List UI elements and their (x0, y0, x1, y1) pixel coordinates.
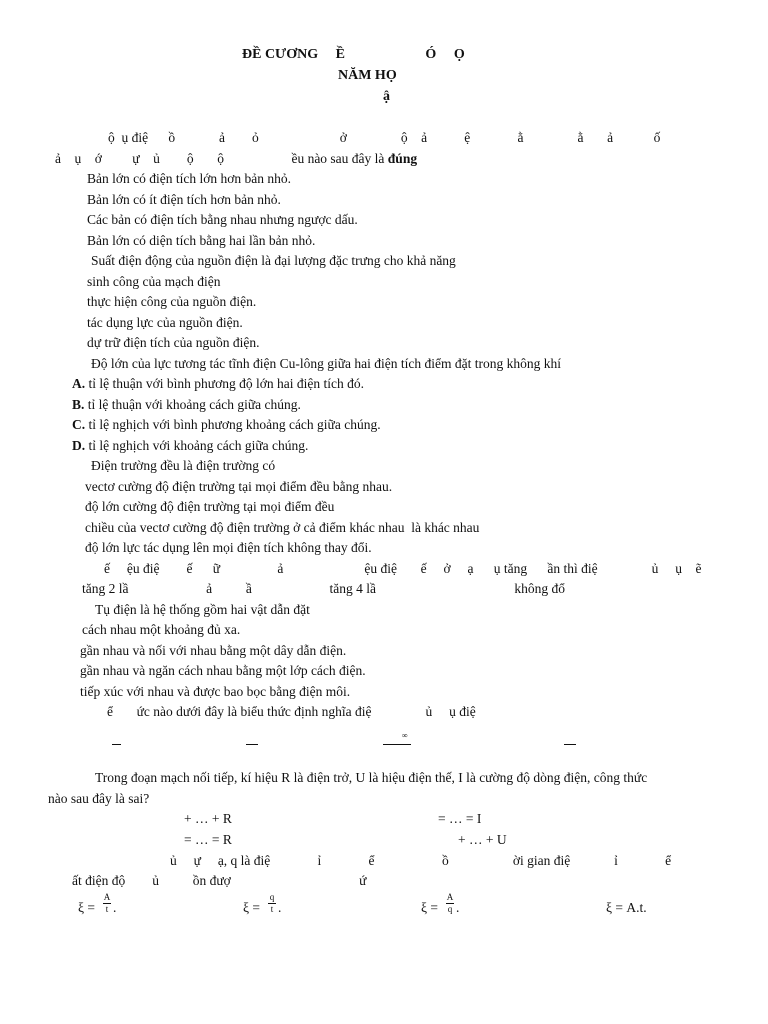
q9-answer-c-numerator: A (446, 892, 454, 902)
q6-option-c: gần nhau và ngăn cách nhau bằng một lớp cách điện. (80, 663, 366, 678)
q1-stem-line1: ộ ụ điệ ồ ả ỏ ở ộ ả ệ ằ ằ ả ố (108, 130, 661, 145)
q9-stem-line2: ất điện độ ủ ồn đượ ứ (72, 873, 367, 888)
q7-option-a-fraction-bar (112, 744, 121, 745)
q2-option-c: tác dụng lực của nguồn điện. (87, 315, 243, 330)
q8-formula-c: = … = R (184, 832, 232, 847)
q3-option-d-letter: D. (72, 438, 86, 453)
q9-answer-b-numerator: q (269, 892, 275, 902)
q3-option-c (72, 417, 381, 433)
q7-option-b-fraction-bar (246, 744, 258, 745)
q9-answer-c-lhs: ξ = (421, 900, 442, 915)
q1-option-c: Các bản có điện tích bằng nhau nhưng ngược dấu. (87, 212, 358, 227)
q9-answer-c-tail: . (456, 900, 460, 915)
q9-answer-c-fraction (446, 893, 454, 914)
q6-option-b: gần nhau và nối với nhau bằng một dây dẫn điện. (80, 643, 347, 658)
q9-answer-a-lhs: ξ = (78, 900, 99, 915)
q8-stem-line2: nào sau đây là sai? (48, 791, 150, 806)
q3-option-d-text: tỉ lệ nghịch với khoảng cách giữa chúng. (85, 438, 309, 453)
q8-formula-d: + … + U (458, 832, 507, 847)
q8-formula-b: = … = I (438, 811, 482, 826)
q1-option-b: Bản lớn có ít điện tích hơn bản nhỏ. (87, 192, 281, 207)
q3-option-c-text: tỉ lệ nghịch với bình phương khoảng cách giữa chúng. (85, 417, 381, 432)
q7-option-c-fraction-bar (383, 744, 411, 745)
q9-answer-a-numerator: A (103, 892, 111, 902)
q9-answer-b-denominator: t (270, 904, 274, 914)
q3-option-d (72, 438, 308, 454)
q1-option-a: Bản lớn có điện tích lớn hơn bản nhỏ. (87, 171, 292, 186)
q4-option-c: chiều của vectơ cường độ điện trường ở cả điểm khác nhau là khác nhau (85, 520, 480, 535)
q3-option-c-letter: C. (72, 417, 86, 432)
q6-option-a: cách nhau một khoảng đủ xa. (82, 622, 241, 637)
q8-stem-line1: Trong đoạn mạch nối tiếp, kí hiệu R là điện trở, U là hiệu điện thế, I là cường độ dòng điện, công thức (95, 770, 648, 785)
q9-answer-b-tail: . (278, 900, 282, 915)
q7-option-c-mark: ∞ (402, 731, 408, 740)
q8-formula-a: + … + R (184, 811, 232, 826)
q3-option-a (72, 376, 364, 392)
q5-stem-line1: ế ệu điệ ế ữ ả ệu điệ ế ở ạ ụ tăng ần thì điệ ủ ụ ẽ (104, 561, 702, 576)
q3-stem: Độ lớn của lực tương tác tĩnh điện Cu-lông giữa hai điện tích điểm đặt trong không khí (91, 356, 562, 371)
q9-answer-b-lhs: ξ = (243, 900, 264, 915)
q9-answer-c-denominator: q (447, 904, 453, 914)
q3-option-a-letter: A. (72, 376, 86, 391)
q3-option-b-text: tỉ lệ thuận với khoảng cách giữa chúng. (84, 397, 301, 412)
q1-stem-text: ả ụ ớ ự ủ ộ ộ ều nào sau đây là (55, 151, 388, 166)
q6-option-d: tiếp xúc với nhau và được bao bọc bằng điện môi. (80, 684, 351, 699)
q4-option-b: độ lớn cường độ điện trường tại mọi điểm đều (85, 499, 335, 514)
q9-answer-a-fraction (103, 893, 111, 914)
q4-option-d: độ lớn lực tác dụng lên mọi điện tích không thay đổi. (85, 540, 372, 555)
q1-option-d: Bản lớn có diện tích bằng hai lần bản nhỏ. (87, 233, 316, 248)
q4-stem: Điện trường đều là điện trường có (91, 458, 276, 473)
q7-stem: ể ức nào dưới đây là biểu thức định nghĩa điệ ủ ụ điệ (107, 704, 476, 719)
q9-answer-d: ξ = A.t. (606, 900, 647, 915)
q1-stem-line2 (55, 151, 417, 167)
q3-option-b-letter: B. (72, 397, 85, 412)
q3-option-b (72, 397, 301, 413)
q2-option-b: thực hiện công của nguồn điện. (87, 294, 257, 309)
q5-stem-line2: tăng 2 lầ ả ầ tăng 4 lầ không đổ (82, 581, 565, 596)
q9-answer-b-fraction (268, 893, 276, 914)
q9-answer-a-denominator: t (105, 904, 109, 914)
q3-option-a-text: tỉ lệ thuận với bình phương độ lớn hai điện tích đó. (85, 376, 364, 391)
q7-option-d-fraction-bar (564, 744, 576, 745)
q1-stem-bold: đúng (387, 151, 418, 166)
q2-option-d: dự trữ điện tích của nguồn điện. (87, 335, 260, 350)
q4-option-a: vectơ cường độ điện trường tại mọi điểm đều bằng nhau. (85, 479, 393, 494)
q9-answer-a-tail: . (113, 900, 117, 915)
doc-title-line2: NĂM HỌ (338, 68, 397, 83)
doc-title-line1: ĐỀ CƯƠNG Ề Ó Ọ (242, 47, 465, 62)
q2-option-a: sinh công của mạch điện (87, 274, 221, 289)
doc-title-line3: ậ (383, 89, 390, 104)
q2-stem: Suất điện động của nguồn điện là đại lượng đặc trưng cho khả năng (91, 253, 456, 268)
q6-stem: Tụ điện là hệ thống gồm hai vật dẫn đặt (95, 602, 310, 617)
q9-stem-line1: ủ ự ạ, q là điệ ỉ ể ồ ời gian điệ ỉ ể (170, 853, 672, 868)
